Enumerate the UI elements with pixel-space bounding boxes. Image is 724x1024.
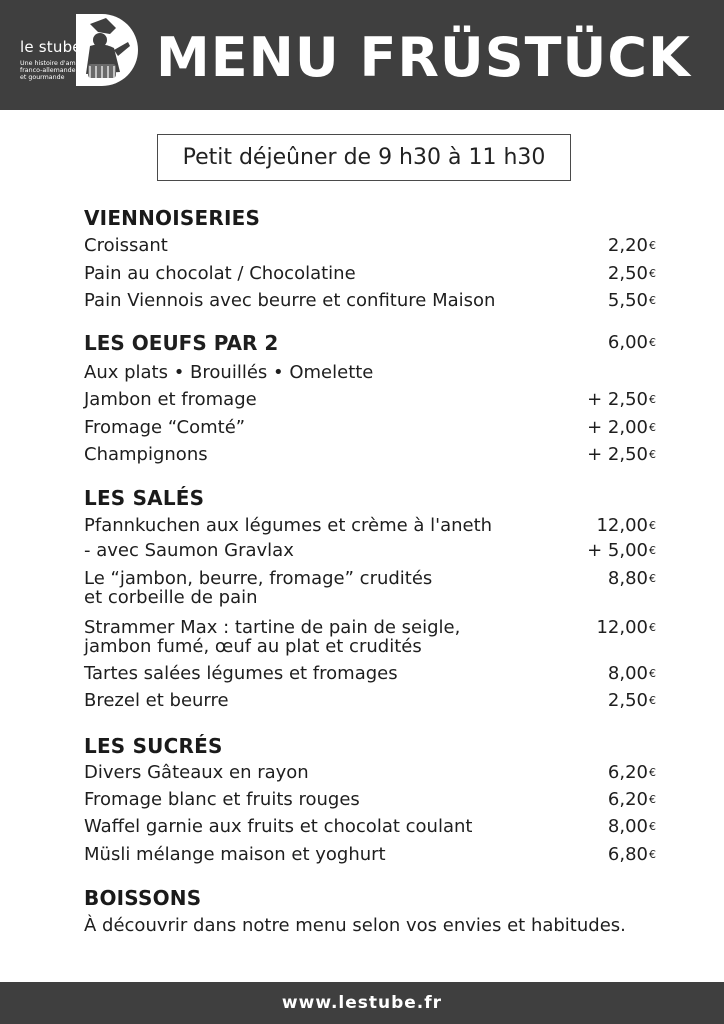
logo-tagline: Une histoire d'amour franco-allemande et gourmande [20, 60, 87, 81]
menu-item-label: Champignons [84, 444, 208, 465]
menu-item [84, 664, 656, 684]
section-title-oeufs: LES OEUFS PAR 2 [84, 331, 279, 355]
menu-item-label: - avec Saumon Gravlax [84, 540, 294, 561]
footer-bar [0, 982, 724, 1024]
menu-item [84, 817, 656, 837]
boissons-text: À découvrir dans notre menu selon vos envies et habitudes. [84, 915, 626, 936]
section-title-sales: LES SALÉS [84, 486, 205, 510]
menu-item-label: Le “jambon, beurre, fromage” crudités et corbeille de pain [84, 568, 433, 608]
section-title-viennoiseries: VIENNOISERIES [84, 206, 261, 230]
menu-item [84, 845, 656, 865]
menu-item-label: Pain au chocolat / Chocolatine [84, 263, 356, 284]
opening-hours-text: Petit déjeûner de 9 h30 à 11 h30 [182, 145, 546, 170]
menu-item-price: 5,50€ [607, 290, 656, 311]
menu-item-label: Tartes salées légumes et fromages [84, 663, 398, 684]
menu-item-price: 8,80€ [607, 568, 656, 589]
menu-item [84, 445, 656, 465]
menu-item-price: 12,00€ [596, 515, 656, 536]
menu-item-price: 2,50€ [607, 690, 656, 711]
menu-item [84, 291, 656, 311]
section-title-boissons: BOISSONS [84, 886, 202, 910]
menu-item-price: 6,20€ [607, 789, 656, 810]
menu-item-price: + 2,50€ [587, 444, 656, 465]
menu-item [84, 618, 656, 656]
menu-item-label: Pain Viennois avec beurre et confiture Maison [84, 290, 496, 311]
menu-item [84, 691, 656, 711]
logo-name: le stube [20, 38, 82, 56]
menu-item [84, 418, 656, 438]
menu-item [84, 790, 656, 810]
menu-item-price: 2,50€ [607, 263, 656, 284]
menu-item-label: Fromage blanc et fruits rouges [84, 789, 360, 810]
menu-item-price: 8,00€ [607, 816, 656, 837]
egg-styles: Aux plats • Brouillés • Omelette [84, 362, 374, 383]
menu-item-price: 8,00€ [607, 663, 656, 684]
menu-item [84, 236, 656, 256]
menu-item-label: Strammer Max : tartine de pain de seigle, jambon fumé, œuf au plat et crudités [84, 617, 461, 657]
menu-item-price: 12,00€ [596, 617, 656, 638]
menu-item-label: Fromage “Comté” [84, 417, 246, 438]
header-bar [0, 0, 724, 110]
menu-item [84, 390, 656, 410]
menu-item-label: Divers Gâteaux en rayon [84, 762, 309, 783]
opening-hours-box [157, 134, 571, 181]
menu-item-label: Müsli mélange maison et yoghurt [84, 844, 386, 865]
section-price-oeufs: 6,00€ [607, 332, 656, 353]
page-title: MENU FRÜSTÜCK [156, 26, 691, 89]
menu-item-price: + 5,00€ [587, 540, 656, 561]
menu-item-label: Croissant [84, 235, 168, 256]
menu-item [84, 516, 656, 536]
menu-item [84, 541, 656, 561]
website-link[interactable]: www.lestube.fr [281, 993, 443, 1013]
menu-item-price: 2,20€ [607, 235, 656, 256]
menu-item-label: Waffel garnie aux fruits et chocolat coulant [84, 816, 473, 837]
menu-item-price: 6,20€ [607, 762, 656, 783]
menu-item-price: + 2,00€ [587, 417, 656, 438]
menu-item-price: 6,80€ [607, 844, 656, 865]
menu-item [84, 763, 656, 783]
menu-item [84, 264, 656, 284]
menu-item [84, 569, 656, 607]
menu-item-label: Jambon et fromage [84, 389, 257, 410]
section-title-sucres: LES SUCRÉS [84, 734, 223, 758]
menu-item-label: Brezel et beurre [84, 690, 229, 711]
section-header-oeufs [84, 333, 656, 353]
menu-item-label: Pfannkuchen aux légumes et crème à l'aneth [84, 515, 493, 536]
menu-item-price: + 2,50€ [587, 389, 656, 410]
